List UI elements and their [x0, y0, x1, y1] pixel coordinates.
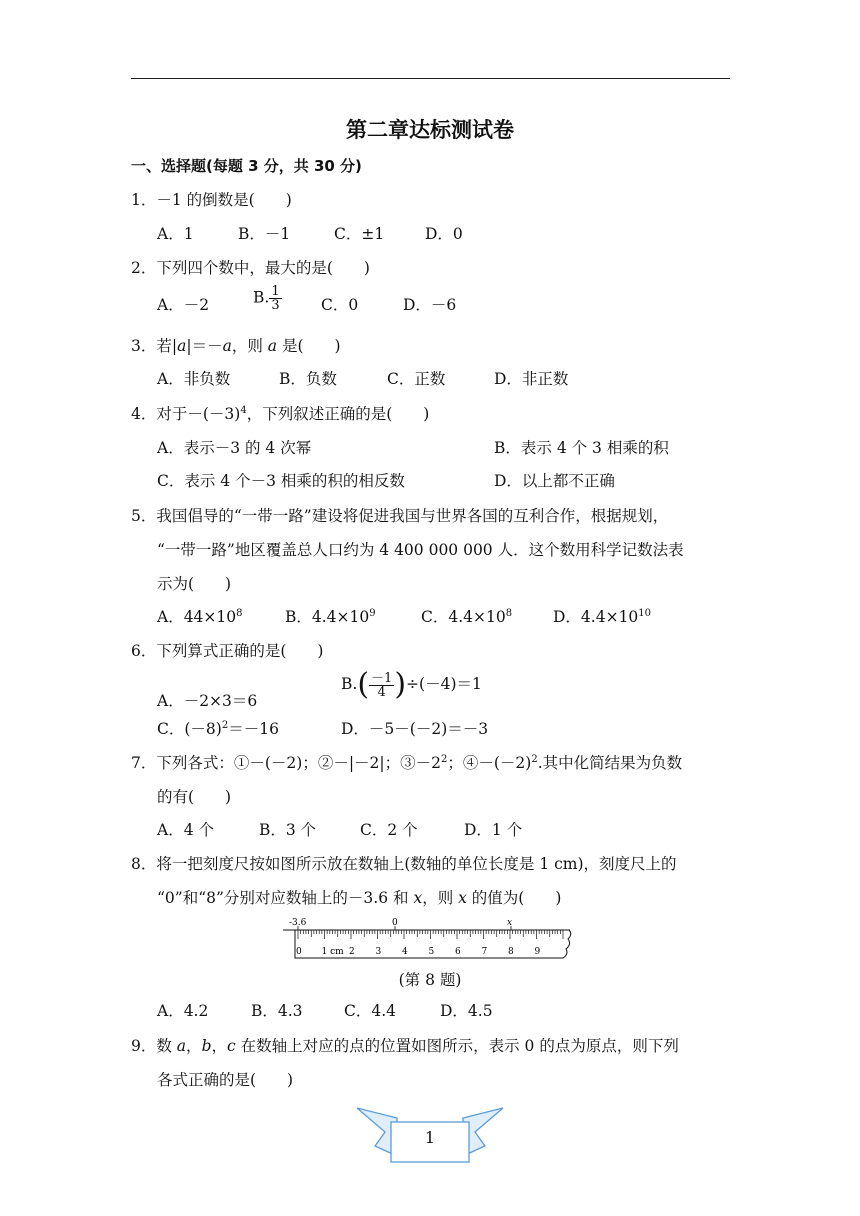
q5-a-text: A．44×10 — [157, 608, 237, 626]
q2-option-d: D．－6 — [403, 296, 457, 314]
q5-b-exponent: 9 — [369, 608, 376, 619]
q4-text: ，下列叙述正确的是( ) — [246, 405, 430, 423]
q6-b-text: ÷(－4)＝1 — [406, 675, 482, 693]
q8-var: x — [458, 889, 467, 907]
header-rule — [131, 78, 730, 79]
fraction-denominator: 4 — [377, 684, 386, 700]
question-9-line-2: 各式正确的是( ) — [157, 1071, 294, 1089]
q3-text: ，则 — [231, 337, 268, 355]
axis-label-neg-3-6: -3.6 — [289, 918, 307, 928]
q3-option-b: B．负数 — [279, 370, 337, 388]
q9-var: a — [176, 1037, 187, 1055]
fraction-denominator: 3 — [271, 298, 280, 313]
q4-text: 4．对于－(－3) — [131, 405, 241, 423]
question-5-line-1: 5．我国倡导的“一带一路”建设将促进我国与世界各国的互利合作，根据规划， — [131, 507, 669, 525]
q9-var: b — [201, 1037, 212, 1055]
question-2-stem: 2．下列四个数中，最大的是( ) — [131, 259, 370, 277]
question-8-line-2 — [157, 887, 561, 909]
fraction-numerator: －1 — [371, 670, 393, 686]
axis-label-x: x — [507, 918, 513, 928]
q5-option-d — [553, 606, 651, 628]
q7-text: .其中化简结果为负数 — [537, 754, 683, 772]
q2-option-b-fraction — [269, 285, 281, 312]
q6-c-exponent: 2 — [221, 720, 229, 731]
q3-var: a — [222, 337, 232, 355]
q8-option-d: D．4.5 — [440, 1002, 493, 1020]
question-8-line-1: 8．将一把刻度尺按如图所示放在数轴上(数轴的单位长度是 1 cm)，刻度尺上的 — [131, 855, 677, 873]
q5-c-exponent: 8 — [505, 608, 513, 619]
q9-text: 在数轴上对应的点的位置如图所示，表示 0 的点为原点，则下列 — [235, 1037, 679, 1055]
q8-option-a: A．4.2 — [157, 1002, 209, 1020]
q5-c-text: C．4.4×10 — [421, 608, 506, 626]
ruler-labels — [296, 947, 541, 957]
q6-c-text: C．(－8) — [157, 720, 222, 738]
q6-option-a: A．－2×3＝6 — [157, 692, 258, 710]
q5-option-a — [157, 606, 243, 628]
q8-var: x — [413, 889, 423, 907]
q7-option-c: C．2 个 — [360, 821, 418, 839]
question-7-line-1 — [131, 752, 682, 774]
q5-b-text: B．4.4×10 — [285, 608, 370, 626]
q6-c-text: ＝－16 — [228, 720, 279, 738]
q7-option-a: A．4 个 — [157, 821, 214, 839]
q3-var: a — [177, 337, 187, 355]
q9-text: ， — [186, 1037, 202, 1055]
q9-text: 9．数 — [131, 1037, 177, 1055]
q7-option-b: B．3 个 — [259, 821, 317, 839]
q2-option-a: A．－2 — [157, 296, 210, 314]
q9-var: c — [227, 1037, 236, 1055]
q5-d-exponent: 10 — [638, 608, 652, 619]
q7-text: ；④－(－2) — [447, 754, 532, 772]
ruler-label: 2 — [349, 947, 355, 957]
ruler-label: 8 — [508, 947, 514, 957]
q8-option-b: B．4.3 — [251, 1002, 303, 1020]
q9-text: ， — [211, 1037, 228, 1055]
question-4-stem — [131, 403, 429, 425]
q7-text: 7．下列各式：①－(－2)；②－|－2|；③－2 — [131, 754, 441, 772]
q6-option-b — [341, 667, 482, 702]
q5-d-text: D．4.4×10 — [553, 608, 639, 626]
q7-exponent: 2 — [531, 754, 538, 765]
question-3-stem — [131, 335, 341, 357]
page-number: 1 — [424, 1128, 436, 1147]
fraction-numerator: 1 — [271, 284, 280, 299]
question-5-line-3: 示为( ) — [157, 575, 232, 593]
q2-option-c: C．0 — [321, 296, 359, 314]
question-5-line-2: “一带一路”地区覆盖总人口约为 4 400 000 000 人．这个数用科学记数法表 — [157, 541, 684, 559]
q6-option-b-fraction — [369, 672, 394, 699]
q5-option-c — [421, 606, 512, 628]
ruler-label: 1 cm — [321, 947, 344, 957]
q1-option-d: D．0 — [425, 225, 463, 243]
q1-option-a: A．1 — [157, 225, 194, 243]
right-paren: ) — [394, 667, 407, 702]
ruler-label: 4 — [402, 947, 408, 957]
q6-option-c — [157, 718, 279, 740]
q5-option-b — [285, 606, 376, 628]
ruler-label: 9 — [534, 947, 541, 957]
q1-option-b: B．－1 — [238, 225, 291, 243]
q8-option-c: C．4.4 — [344, 1002, 397, 1020]
q2-option-b — [253, 285, 282, 312]
question-7-line-2: 的有( ) — [157, 788, 232, 806]
ruler-label: 6 — [455, 947, 461, 957]
question-9-line-1 — [131, 1035, 679, 1057]
q3-text: 3．若| — [131, 337, 178, 355]
q7-option-d: D．1 个 — [464, 821, 523, 839]
q7-exponent: 2 — [441, 754, 448, 765]
q1-option-c: C．±1 — [334, 225, 385, 243]
q8-text: “0”和“8”分别对应数轴上的－3.6 和 — [157, 889, 414, 907]
ruler-label: 5 — [428, 947, 435, 957]
q3-option-d: D．非正数 — [494, 370, 569, 388]
ruler-figure — [283, 912, 578, 962]
question-6-stem: 6．下列算式正确的是( ) — [131, 642, 324, 660]
page-title: 第二章达标测试卷 — [346, 118, 514, 142]
ruler-label: 3 — [375, 947, 382, 957]
q6-option-d: D．－5－(－2)＝－3 — [341, 720, 489, 738]
q2-option-b-prefix: B. — [253, 288, 270, 307]
q4-exponent: 4 — [240, 405, 247, 416]
left-paren: ( — [357, 667, 370, 702]
q8-text: ，则 — [422, 889, 459, 907]
q8-text: 的值为( ) — [466, 889, 562, 907]
q5-a-exponent: 8 — [236, 608, 243, 619]
question-1-stem: 1．－1 的倒数是( ) — [131, 191, 292, 209]
q4-option-d: D．以上都不正确 — [494, 472, 615, 490]
ruler-ticks — [298, 926, 563, 939]
ruler-label: 0 — [296, 947, 302, 957]
q3-text: |＝－ — [186, 337, 223, 355]
q3-option-a: A．非负数 — [157, 370, 231, 388]
q6-b-prefix: B. — [341, 675, 358, 693]
q4-option-c: C．表示 4 个－3 相乘的积的相反数 — [157, 472, 405, 490]
axis-label-zero: 0 — [392, 918, 398, 928]
q3-text: 是( ) — [277, 337, 341, 355]
q3-option-c: C．正数 — [387, 370, 446, 388]
q3-var: a — [267, 337, 278, 355]
figure-8-caption: (第 8 题) — [398, 971, 462, 989]
q4-option-b: B．表示 4 个 3 相乘的积 — [494, 439, 669, 457]
ruler-label: 7 — [481, 947, 488, 957]
q4-option-a: A．表示－3 的 4 次幂 — [157, 439, 312, 457]
section-heading: 一、选择题(每题 3 分，共 30 分) — [131, 157, 362, 175]
